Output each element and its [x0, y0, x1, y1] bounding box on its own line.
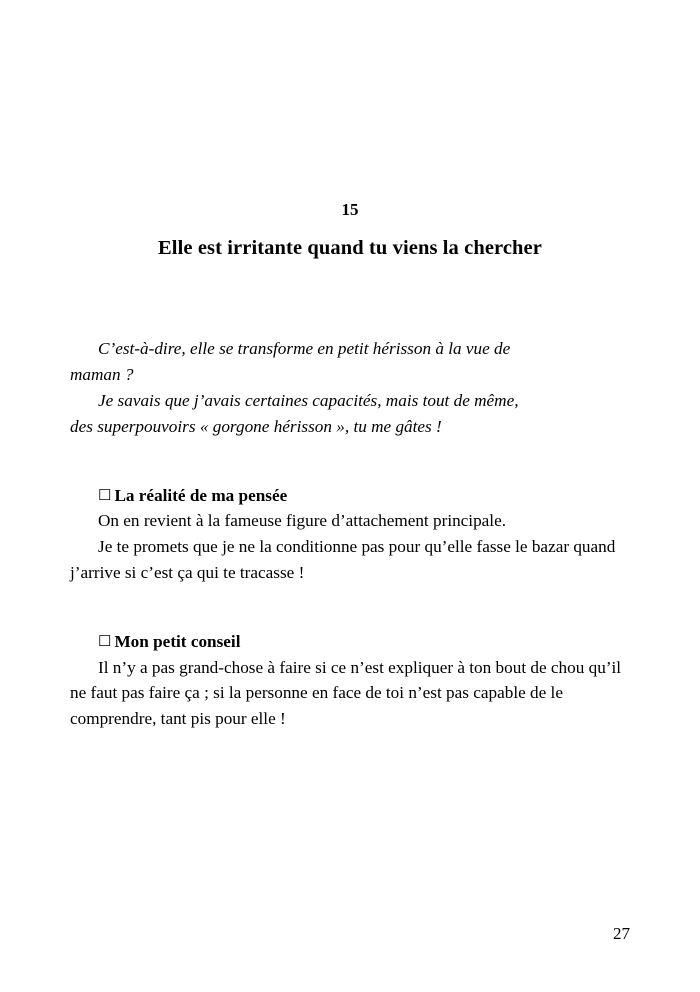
section-realite-paragraph-1: On en revient à la fameuse figure d’attachement principale. [98, 511, 507, 531]
section-conseil [70, 629, 630, 732]
checkbox-icon: ☐ [98, 487, 112, 504]
chapter-number: 15 [341, 200, 359, 219]
checkbox-icon: ☐ [98, 633, 112, 650]
section-heading-realite [70, 483, 630, 509]
section-heading-conseil [70, 629, 630, 655]
page-number: 27 [613, 924, 630, 943]
section-heading-conseil-label: Mon petit conseil [114, 631, 241, 651]
intro-block [70, 336, 630, 439]
intro-paragraph-2-line-1: Je savais que j’avais certaines capacités, mais tout de même, [98, 390, 519, 410]
chapter-header [0, 200, 700, 260]
intro-paragraph-2-emphasis: tu me gâtes ! [349, 416, 442, 436]
intro-paragraph-1-line-2: maman ? [70, 365, 134, 385]
section-heading-realite-label: La réalité de ma pensée [114, 485, 288, 505]
intro-paragraph-2 [70, 388, 630, 440]
section-realite [70, 483, 630, 586]
intro-paragraph-1 [70, 336, 630, 388]
intro-paragraph-1-line-1: C’est-à-dire, elle se transforme en petit hérisson à la vue de [98, 339, 511, 359]
intro-paragraph-2-line-2: des superpouvoirs « gorgone hérisson », [70, 416, 350, 436]
chapter-title: Elle est irritante quand tu viens la chercher [158, 237, 542, 260]
section-realite-paragraph-2: Je te promets que je ne la conditionne pas pour qu’elle fasse le bazar quand j’arrive si c’est ça qui te tracasse ! [70, 537, 616, 582]
section-conseil-paragraph-1: Il n’y a pas grand-chose à faire si ce n’est expliquer à ton bout de chou qu’il ne faut pas faire ça ; si la personne en face de toi n’est pas capable de le comprendre, tant pis pour elle ! [70, 657, 622, 729]
